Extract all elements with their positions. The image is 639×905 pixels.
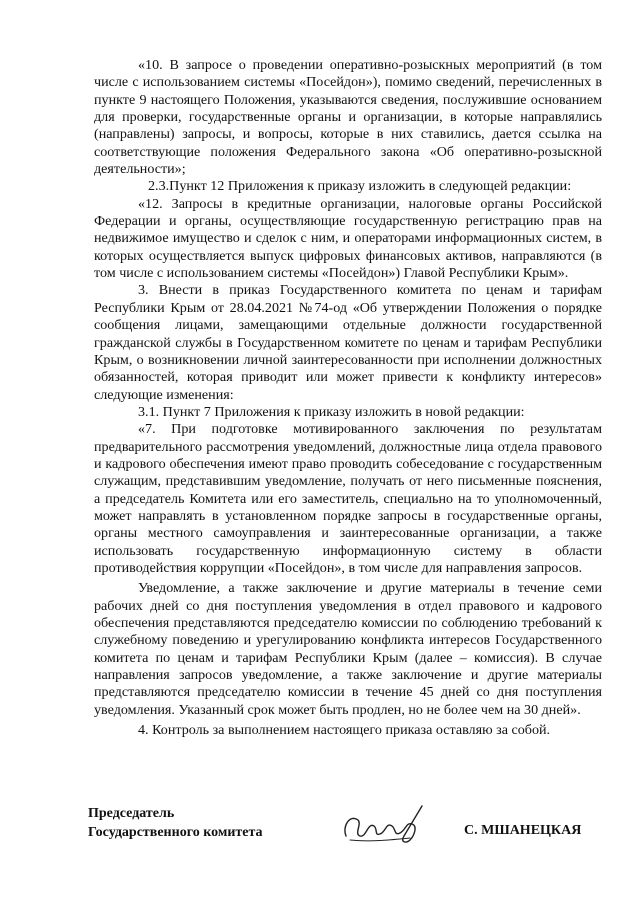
position-line-1: Председатель [88,806,175,821]
paragraph-12: «12. Запросы в кредитные организации, налоговые органы Российской Федерации и органы, осуществляющие государственную регистрацию прав на недвижимое имущество и сделок с ним, и операторами информационных систем, в которых осуществляется выпуск цифровых финансовых активов, направляются (в том числе с использованием системы «Посейдон») Главой Республики Крым». [94,195,602,282]
paragraph-4: 4. Контроль за выполнением настоящего приказа оставляю за собой. [138,722,551,739]
signatory-position [88,804,263,842]
paragraph-2-3: 2.3.Пункт 12 Приложения к приказу изложить в следующей редакции: [148,178,572,195]
signatory-name: С. МШАНЕЦКАЯ [464,823,582,838]
paragraph-3-1: 3.1. Пункт 7 Приложения к приказу изложить в новой редакции: [138,403,525,420]
paragraph-10: «10. В запросе о проведении оперативно-розыскных мероприятий (в том числе с использованием системы «Посейдон»), помимо сведений, перечисленных в пункте 9 настоящего Положения, указываются сведения, послужившие основанием для проверки, государственные органы и организации, в которые направлялись (направлены) запросы, и вопросы, которые в них ставились, дается ссылка на соответствующие положения Федерального закона «Об оперативно-розыскной деятельности»; [94,57,602,178]
paragraph-3: 3. Внести в приказ Государственного комитета по ценам и тарифам Республики Крым от 28.04.2021 №74-од «Об утверждении Положения о порядке сообщения лицами, замещающими отдельные должности государственной гражданской службы в Государственном комитете по ценам и тарифам Республики Крым, о возникновении личной заинтересованности при исполнении должностных обязанностей, которая приводит или может привести к конфликту интересов» следующие изменения: [94,282,602,403]
position-line-2: Государственного комитета [88,825,263,840]
document-body [94,57,602,739]
paragraph-7: «7. При подготовке мотивированного заключения по результатам предварительного рассмотрения уведомлений, должностные лица отдела правового и кадрового обеспечения имеют право проводить собеседование с государственным служащим, представившим уведомление, получать от него письменные пояснения, а председатель Комитета или его заместитель, специально на то уполномоченный, может направлять в установленном порядке запросы в государственные органы, органы местного самоуправления и заинтересованные организации, а также использовать государственную информационную систему в области противодействия коррупции «Посейдон», в том числе для направления запросов. [94,421,602,576]
handwritten-signature [340,796,430,848]
paragraph-notification: Уведомление, а также заключение и другие материалы в течение семи рабочих дней со дня поступления уведомления в отдел правового и кадрового обеспечения представляются председателю комиссии по соблюдению требований к служебному поведению и урегулированию конфликта интересов Государственного комитета по ценам и тарифам Республики Крым (далее – комиссия). В случае направления запросов уведомление, а также заключение и другие материалы представляются председателю комиссии в течение 45 дней со дня поступления уведомления. Указанный срок может быть продлен, но не более чем на 30 дней». [94,580,602,718]
